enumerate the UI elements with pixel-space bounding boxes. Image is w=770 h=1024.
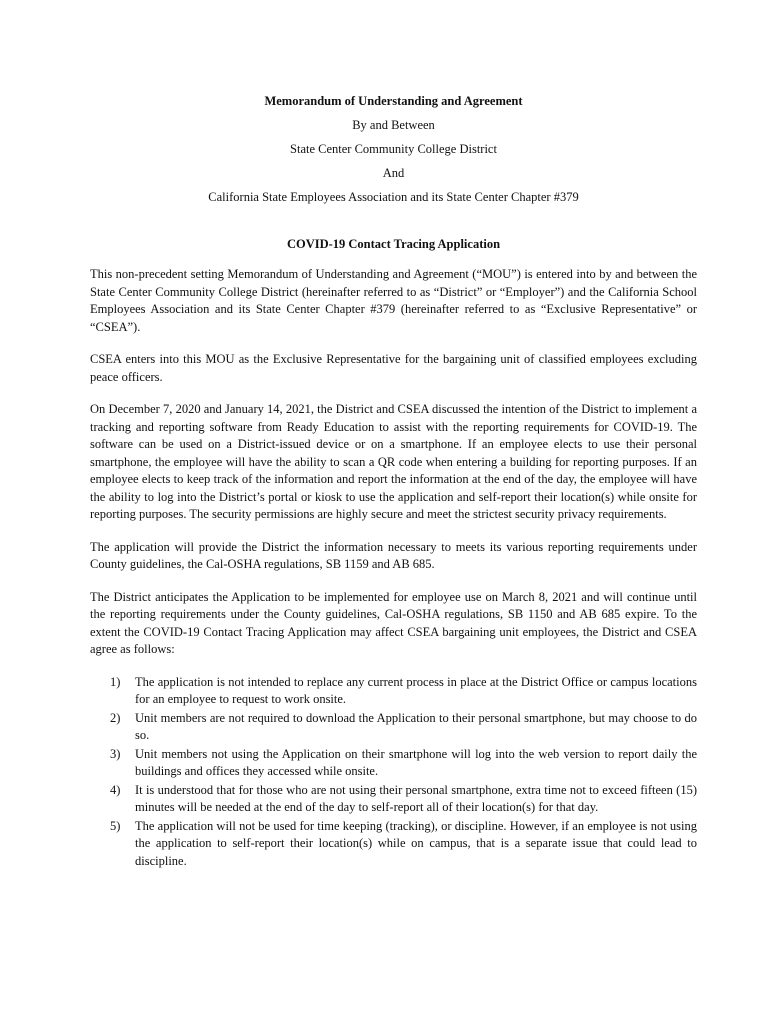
list-item-number: 1) <box>110 674 121 689</box>
list-item-text: The application is not intended to replace any current process in place at the District Office or campus locations for an employee to request to work onsite. <box>135 674 697 706</box>
list-item <box>90 674 697 709</box>
list-item-number: 3) <box>110 746 121 761</box>
document-title: Memorandum of Understanding and Agreement <box>264 94 523 108</box>
agreement-list <box>90 674 697 871</box>
list-item-number: 4) <box>110 782 121 797</box>
paragraph-reporting: The application will provide the District the information necessary to meets its various reporting requirements under County guidelines, the Cal-OSHA regulations, SB 1159 and AB 685. <box>90 539 697 571</box>
list-item-number: 5) <box>110 818 121 833</box>
document-page <box>90 93 697 871</box>
list-item <box>90 782 697 817</box>
list-item-text: Unit members not using the Application on their smartphone will log into the web version to report daily the buildings and offices they accessed while onsite. <box>135 746 697 778</box>
header-by-and-between: By and Between <box>352 118 435 132</box>
list-item-text: It is understood that for those who are not using their personal smartphone, extra time not to exceed fifteen (15) minutes will be needed at the end of the day to self-report all of their location(s) for that day. <box>135 782 697 814</box>
paragraph-intro: This non-precedent setting Memorandum of Understanding and Agreement (“MOU”) is entered into by and between the State Center Community College District (hereinafter referred to as “District” or “Employer”) and the California School Employees Association and its State Center Chapter #379 (hereinafter referred to as “Exclusive Representative” or “CSEA”). <box>90 267 697 334</box>
list-item-number: 2) <box>110 710 121 725</box>
list-item <box>90 746 697 781</box>
header-district-name: State Center Community College District <box>290 142 497 156</box>
header-association-name: California State Employees Association and its State Center Chapter #379 <box>208 190 579 204</box>
paragraph-implementation: The District anticipates the Application to be implemented for employee use on March 8, 2021 and will continue until the reporting requirements under the County guidelines, Cal-OSHA regulations, SB 1150 and AB 685 expire. To the extent the COVID-19 Contact Tracing Application may affect CSEA bargaining unit employees, the District and CSEA agree as follows: <box>90 589 697 656</box>
list-item <box>90 818 697 871</box>
list-item-text: The application will not be used for time keeping (tracking), or discipline. However, if an employee is not using the application to self-report their location(s) while on campus, that is a separate issue that could lead to discipline. <box>135 818 697 868</box>
section-heading: COVID-19 Contact Tracing Application <box>286 237 501 251</box>
list-item-text: Unit members are not required to download the Application to their personal smartphone, but may choose to do so. <box>135 710 697 742</box>
header-and: And <box>382 166 405 180</box>
list-item <box>90 710 697 745</box>
paragraph-representative: CSEA enters into this MOU as the Exclusive Representative for the bargaining unit of classified employees excluding peace officers. <box>90 352 697 384</box>
paragraph-discussion: On December 7, 2020 and January 14, 2021, the District and CSEA discussed the intention of the District to implement a tracking and reporting software from Ready Education to assist with the reporting requirements for COVID-19. The software can be used on a District-issued device or on a smartphone. If an employee elects to use their personal smartphone, the employee will have the ability to scan a QR code when entering a building for reporting purposes. If an employee elects to keep track of the information and report the information at the end of the day, the employee will have the ability to log into the District’s portal or kiosk to use the application and self-report their location(s) while onsite for reporting purposes. The security permissions are highly secure and meet the strictest security privacy requirements. <box>90 402 697 521</box>
